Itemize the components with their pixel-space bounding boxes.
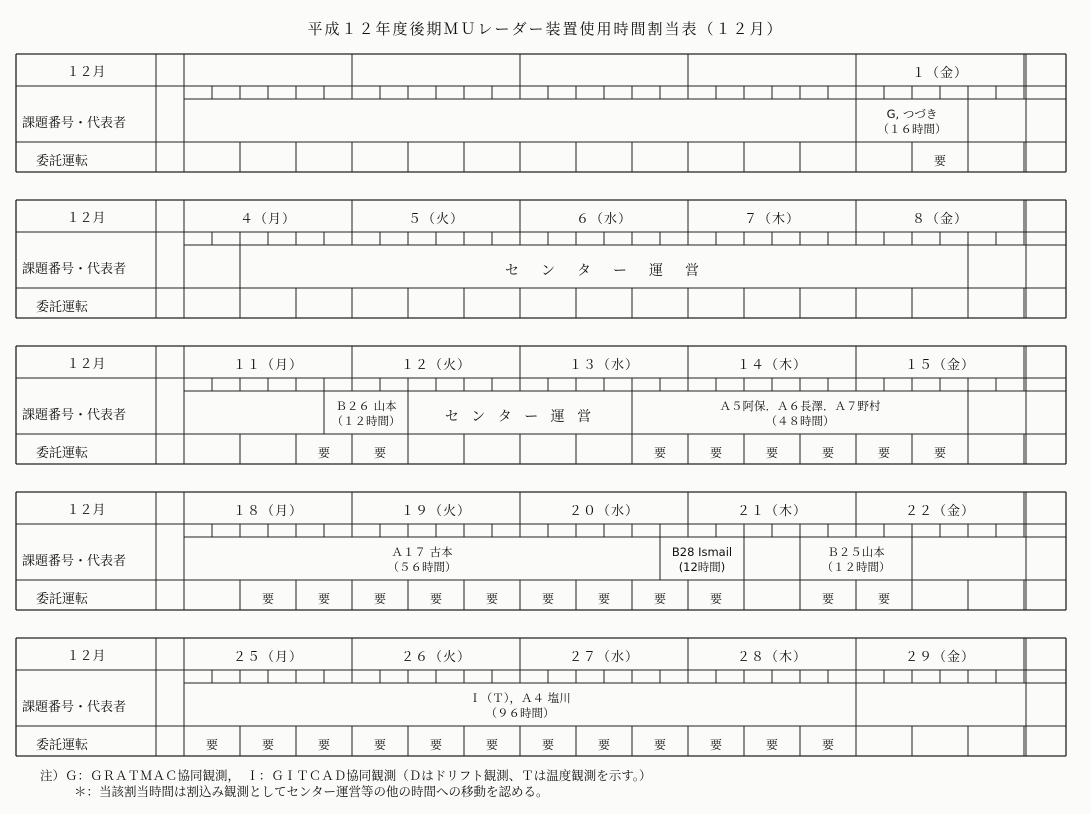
allocation [632,399,968,429]
allocation [184,691,856,721]
required-mark: 要 [933,154,946,168]
required-mark: 要 [429,738,442,752]
required-mark: 要 [653,738,666,752]
day-header: ２２（金） [904,504,975,519]
required-mark: 要 [709,592,722,606]
required-mark: 要 [541,738,554,752]
delegated-label: 委託運転 [36,300,89,315]
required-mark: 要 [821,446,834,460]
project-label: 課題番号・代表者 [22,700,127,715]
week-table [16,492,1066,610]
day-header: １３（水） [568,358,639,373]
allocation-project: Ｂ２５山本 [827,545,885,559]
required-mark: 要 [541,592,554,606]
allocation-project: Ａ５阿保．Ａ６長澤．Ａ７野村 [719,399,881,413]
allocation-project: G, つづき [886,107,938,121]
day-header: ８（金） [911,212,968,227]
allocation-hours: （１２時間） [331,414,401,428]
day-header: ４（月） [239,212,296,227]
required-mark: 要 [317,592,330,606]
day-header: １１（月） [232,358,303,373]
project-label: 課題番号・代表者 [22,262,127,277]
day-header: ５（火） [407,212,464,227]
required-mark: 要 [373,738,386,752]
day-header: １８（月） [232,504,303,519]
allocation-project: Ｉ（Ｔ），Ａ４ 塩川 [469,691,571,705]
allocation-project: Ａ１７ 古本 [391,545,453,559]
allocation [184,545,660,575]
delegated-label: 委託運転 [36,446,89,461]
required-mark: 要 [317,446,330,460]
month-label: １２月 [66,649,106,664]
week-table [16,346,1066,464]
required-mark: 要 [485,592,498,606]
allocation-project: Ｂ２６ 山本 [335,399,397,413]
day-header: ２８（木） [736,650,807,665]
required-mark: 要 [373,592,386,606]
required-mark: 要 [261,738,274,752]
day-header: １９（火） [400,504,471,519]
day-header: １４（木） [736,358,807,373]
required-mark: 要 [765,738,778,752]
allocation [324,399,408,429]
required-mark: 要 [653,446,666,460]
center-operation-label: セ ン タ ー 運 営 [444,409,596,425]
required-mark: 要 [317,738,330,752]
week-table [16,54,1066,172]
required-mark: 要 [485,738,498,752]
day-header: ２７（水） [568,650,639,665]
month-label: １２月 [66,357,106,372]
required-mark: 要 [821,738,834,752]
month-label: １２月 [66,503,106,518]
required-mark: 要 [597,738,610,752]
allocation-hours: （１２時間） [821,560,891,574]
required-mark: 要 [653,592,666,606]
project-label: 課題番号・代表者 [22,554,127,569]
required-mark: 要 [765,446,778,460]
project-label: 課題番号・代表者 [22,408,127,423]
month-label: １２月 [66,65,106,80]
allocation-hours: （４８時間） [765,414,835,428]
day-header: １（金） [911,66,968,81]
required-mark: 要 [709,738,722,752]
required-mark: 要 [821,592,834,606]
required-mark: 要 [261,592,274,606]
required-mark: 要 [877,592,890,606]
day-header: ２９（金） [904,650,975,665]
allocation-hours: (12時間) [678,560,726,574]
center-operation-label: セ ン タ ー 運 営 [505,263,703,279]
project-label: 課題番号・代表者 [22,116,127,131]
allocation-hours: （９６時間） [485,706,555,720]
day-header: ２０（水） [568,504,639,519]
day-header: ２５（月） [232,650,303,665]
day-header: ６（水） [575,212,632,227]
allocation [800,545,912,575]
week-table [16,200,1066,318]
required-mark: 要 [597,592,610,606]
day-header: １５（金） [904,358,975,373]
required-mark: 要 [205,738,218,752]
month-label: １２月 [66,211,106,226]
day-header: ７（木） [743,212,800,227]
required-mark: 要 [877,446,890,460]
day-header: ２１（木） [736,504,807,519]
required-mark: 要 [373,446,386,460]
delegated-label: 委託運転 [36,154,89,169]
week-table [16,638,1066,756]
day-header: １２（火） [400,358,471,373]
notes [40,768,652,800]
required-mark: 要 [429,592,442,606]
required-mark: 要 [933,446,946,460]
required-mark: 要 [709,446,722,460]
allocation-project: B28 Ismail [671,545,733,559]
delegated-label: 委託運転 [36,592,89,607]
day-header: ２６（火） [400,650,471,665]
allocation-hours: （５６時間） [387,560,457,574]
note-legend: 注）Ｇ：ＧＲＡＴＭＡＣ協同観測， Ｉ：ＧＩＴＣＡＤ協同観測（Ｄはドリフト観測、Ｔは温度観測を示す。） [40,768,652,783]
delegated-label: 委託運転 [36,738,89,753]
note-interrupt: ＊：当該割当時間は割込み観測としてセンター運営等の他の時間への移動を認める。 [74,784,549,799]
page-title: 平成１２年度後期ＭＵレーダー装置使用時間割当表（１２月） [307,20,784,38]
allocation [660,545,744,575]
allocation [856,107,968,137]
allocation-hours: （１６時間） [877,122,947,136]
